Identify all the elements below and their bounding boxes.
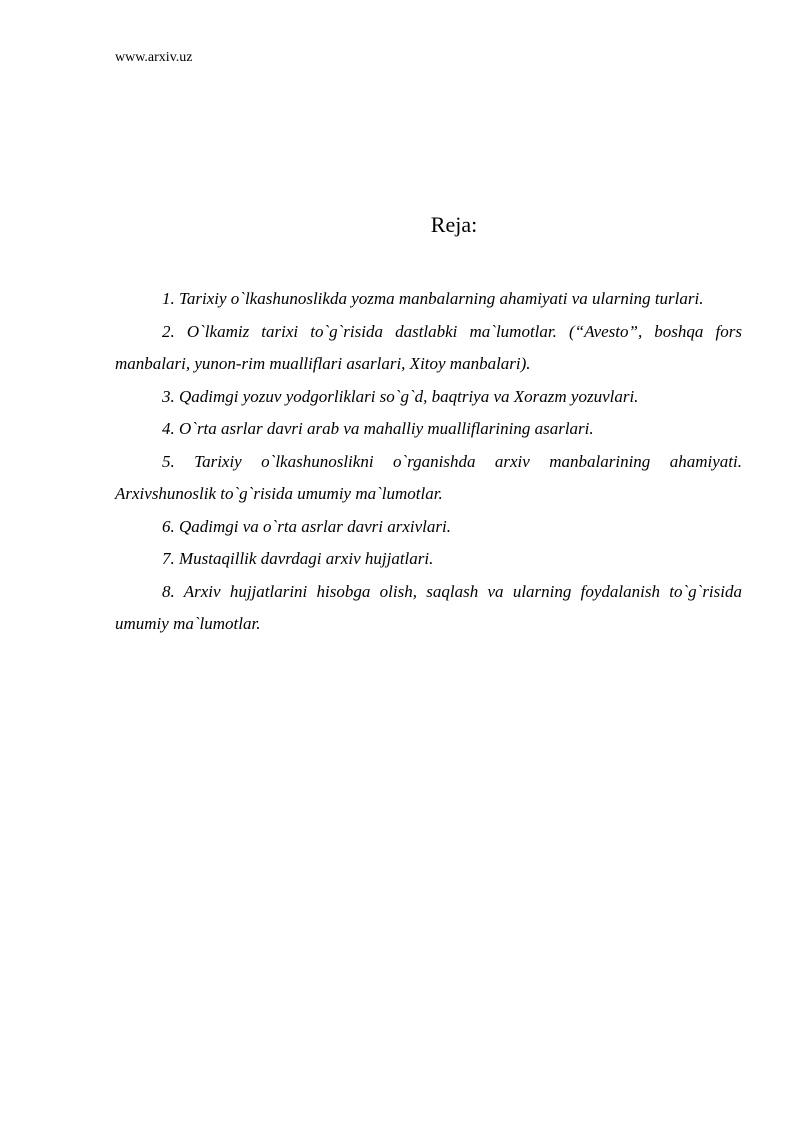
plan-item-5: 5. Tarixiy o`lkashunoslikni o`rganishda arxiv manbalarining ahamiyati. Arxivshunoslik to`g`risida umumiy ma`lumotlar.	[115, 451, 742, 503]
plan-item-8: 8. Arxiv hujjatlarini hisobga olish, saqlash va ularning foydalanish to`g`risida umumiy ma`lumotlar.	[115, 581, 742, 633]
plan-item-2: 2. O`lkamiz tarixi to`g`risida dastlabki ma`lumotlar. (“Avesto”, boshqa fors manbalari, yunon-rim mualliflari asarlari, Xitoy manbalari).	[115, 321, 742, 373]
plan-item-6: 6. Qadimgi va o`rta asrlar davri arxivlari.	[162, 516, 451, 536]
header-url: www.arxiv.uz	[115, 50, 193, 65]
plan-item-3: 3. Qadimgi yozuv yodgorliklari so`g`d, baqtriya va Xorazm yozuvlari.	[162, 386, 639, 406]
plan-item-1: 1. Tarixiy o`lkashunoslikda yozma manbalarning ahamiyati va ularning turlari.	[162, 289, 704, 308]
plan-item-4: 4. O`rta asrlar davri arab va mahalliy mualliflarining asarlari.	[162, 419, 594, 438]
plan-item-7: 7. Mustaqillik davrdagi arxiv hujjatlari.	[162, 549, 434, 568]
page-title: Reja:	[430, 212, 478, 237]
plan-list	[115, 283, 742, 641]
